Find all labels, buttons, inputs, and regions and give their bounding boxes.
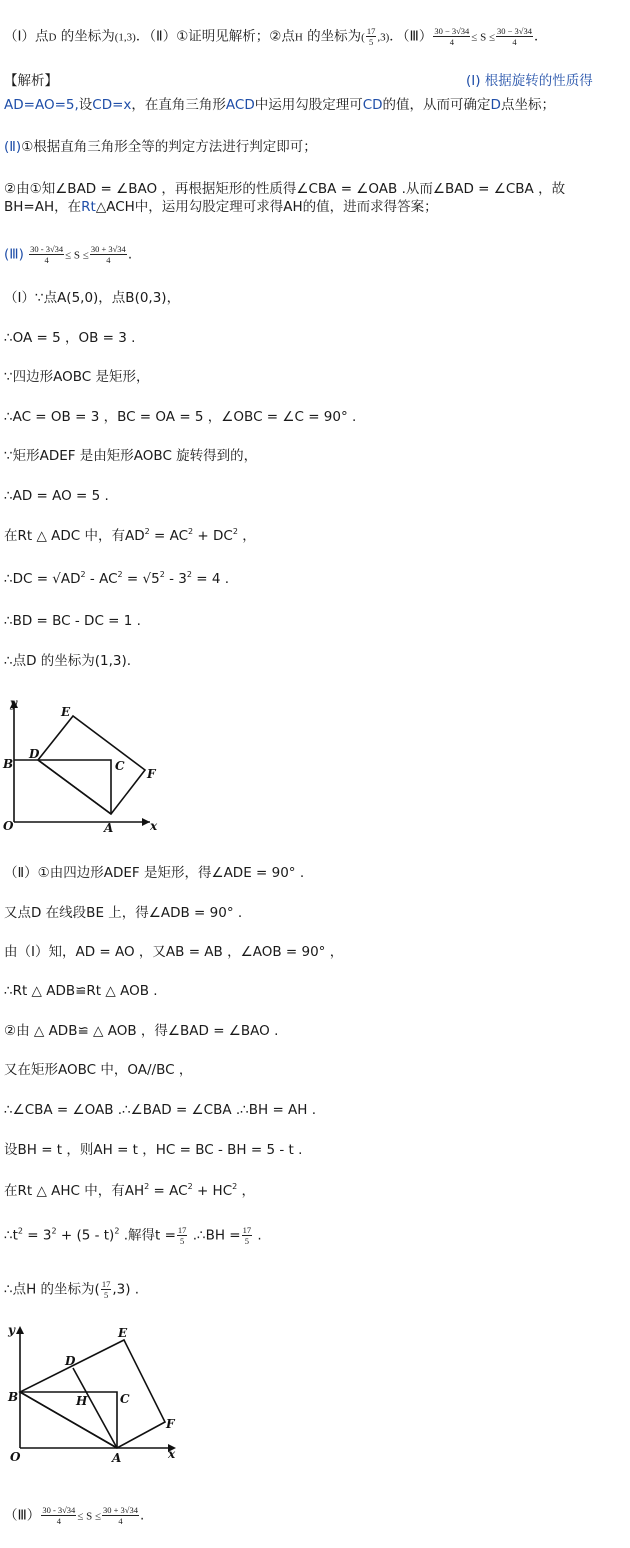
rectangle-aobc: [14, 760, 111, 814]
summary-text: （Ⅰ）点: [4, 28, 49, 45]
part2-line-1: （Ⅱ）①由四边形ADEF 是矩形，得∠ADE = 90° .: [4, 865, 305, 881]
part2-line-2: 又点D 在线段BE 上，得∠ADB = 90° .: [4, 905, 243, 921]
svg-text:C: C: [115, 759, 125, 773]
y-arrow: [16, 1326, 24, 1334]
part2-line-4: ∴Rt △ ADB≌Rt △ AOB .: [4, 983, 158, 999]
part2-line-6: 又在矩形AOBC 中，OA//BC ，: [4, 1062, 193, 1078]
summary-text: 的坐标为: [302, 28, 362, 45]
svg-text:E: E: [61, 705, 71, 719]
summary-text: 的坐标为: [56, 28, 115, 45]
part2-line-8: 设BH = t ，则AH = t ，HC = BC - BH = 5 - t .: [4, 1142, 303, 1158]
point-d: D: [48, 31, 57, 44]
analysis-line-6: (Ⅲ) $\frac{30 - 3√34}{4}$ ≤ S ≤ $\frac{30 + 3√34}{4}$ .: [4, 244, 133, 265]
svg-text:A: A: [104, 821, 114, 835]
part2-line-3: 由（Ⅰ）知，AD = AO ，又AB = AB ，∠AOB = 90° ，: [4, 944, 344, 960]
fraction-17-5: $\frac{17}{5}$: [366, 26, 376, 47]
point-h: H: [294, 31, 303, 44]
answer-summary: （Ⅰ）点D 的坐标为(1,3)．（Ⅱ）①证明见解析；②点H 的坐标为( $\frac{17}{5}$ ,3)．（Ⅲ） $\frac{30 - 3√34}{4}$ ≤ S ≤ $\frac{30 - 3√34}{4}$ ．: [4, 26, 548, 47]
svg-text:y: y: [8, 1323, 15, 1337]
summary-text: ．（Ⅱ）①证明见解析；②点: [135, 28, 295, 45]
analysis-line-2: AD=AO=5,设CD=x，在直角三角形ACD中运用勾股定理可CD的值，从而可确定D点坐标；: [4, 97, 555, 113]
part1-line-2: ∴OA = 5 ，OB = 3 .: [4, 330, 136, 346]
coord-d: (1,3): [114, 31, 136, 44]
figure-part2: [0, 1320, 190, 1470]
inequality: ≤ S ≤: [471, 31, 495, 44]
part2-line-11: ∴点H 的坐标为( $\frac{17}{5}$ ,3) .: [4, 1279, 140, 1300]
part1-line-7: 在Rt △ ADC 中，有$AD^2 = AC^2 + DC^2$ ，: [4, 527, 256, 544]
part2-line-9: 在Rt △ AHC 中，有$AH^2 = AC^2 + HC^2$ ，: [4, 1182, 256, 1199]
svg-text:C: C: [120, 1392, 130, 1406]
svg-text:A: A: [112, 1451, 122, 1465]
svg-text:O: O: [3, 819, 14, 833]
rectangle-adef: [20, 1340, 165, 1448]
part2-line-7: ∴∠CBA = ∠OAB .∴∠BAD = ∠CBA .∴BH = AH .: [4, 1102, 317, 1118]
part1-line-10: ∴点D 的坐标为(1,3).: [4, 653, 132, 669]
part2-line-10: $\therefore t^2 = 3^2 + (5 - t)^2$ .解得t = $\frac{17}{5}$ .∴BH = $\frac{17}{5}$ .: [4, 1225, 262, 1246]
part3-label: （Ⅲ）: [402, 28, 433, 45]
part1-line-9: ∴BD = BC - DC = 1 .: [4, 613, 141, 629]
summary-text: ．: [389, 28, 403, 45]
part1-line-3: ∵四边形AOBC 是矩形，: [4, 369, 150, 385]
svg-text:F: F: [166, 1417, 175, 1431]
svg-text:y: y: [10, 696, 17, 710]
svg-text:B: B: [3, 757, 14, 771]
svg-text:H: H: [76, 1394, 88, 1408]
svg-text:x: x: [150, 819, 158, 833]
analysis-line-3: (Ⅱ)①根据直角三角形全等的判定方法进行判定即可；: [4, 139, 317, 155]
svg-text:F: F: [147, 767, 156, 781]
analysis-line-4: ②由①知∠BAD = ∠BAO ，再根据矩形的性质得∠CBA = ∠OAB .从而∠BAD = ∠CBA ，故: [4, 181, 566, 197]
svg-text:x: x: [168, 1447, 176, 1461]
svg-text:B: B: [8, 1390, 19, 1404]
part1-line-1: （Ⅰ）∵点A(5,0)，点B(0,3)，: [4, 290, 181, 306]
part2-line-5: ②由 △ ADB≌ △ AOB ，得∠BAD = ∠BAO .: [4, 1023, 279, 1039]
svg-text:D: D: [65, 1354, 76, 1368]
analysis-heading: 【解析】: [4, 73, 58, 89]
analysis-line-5: BH=AH，在Rt△ACH中，运用勾股定理可求得AH的值，进而求得答案；: [4, 199, 438, 215]
analysis-right-note: (Ⅰ) 根据旋转的性质得: [466, 73, 593, 89]
fraction-lower-bound: $\frac{30 - 3√34}{4}$: [434, 26, 470, 47]
part1-line-6: ∴AD = AO = 5 .: [4, 488, 109, 504]
svg-text:D: D: [29, 747, 40, 761]
part3-line: （Ⅲ） $\frac{30 - 3√34}{4}$ ≤ S ≤ $\frac{30 + 3√34}{4}$ .: [4, 1505, 145, 1526]
part1-line-4: ∴AC = OB = 3 ，BC = OA = 5 ，∠OBC = ∠C = 90° .: [4, 409, 357, 425]
fraction-upper-bound: $\frac{30 - 3√34}{4}$: [497, 26, 532, 47]
figure-part1: [0, 692, 180, 842]
part1-line-8: ∴DC = $√AD^2 - AC^2 = √5^2 - 3^2 = 4$ .: [4, 570, 230, 587]
svg-text:E: E: [118, 1326, 128, 1340]
part1-line-5: ∵矩形ADEF 是由矩形AOBC 旋转得到的，: [4, 448, 258, 464]
svg-text:O: O: [10, 1450, 21, 1464]
